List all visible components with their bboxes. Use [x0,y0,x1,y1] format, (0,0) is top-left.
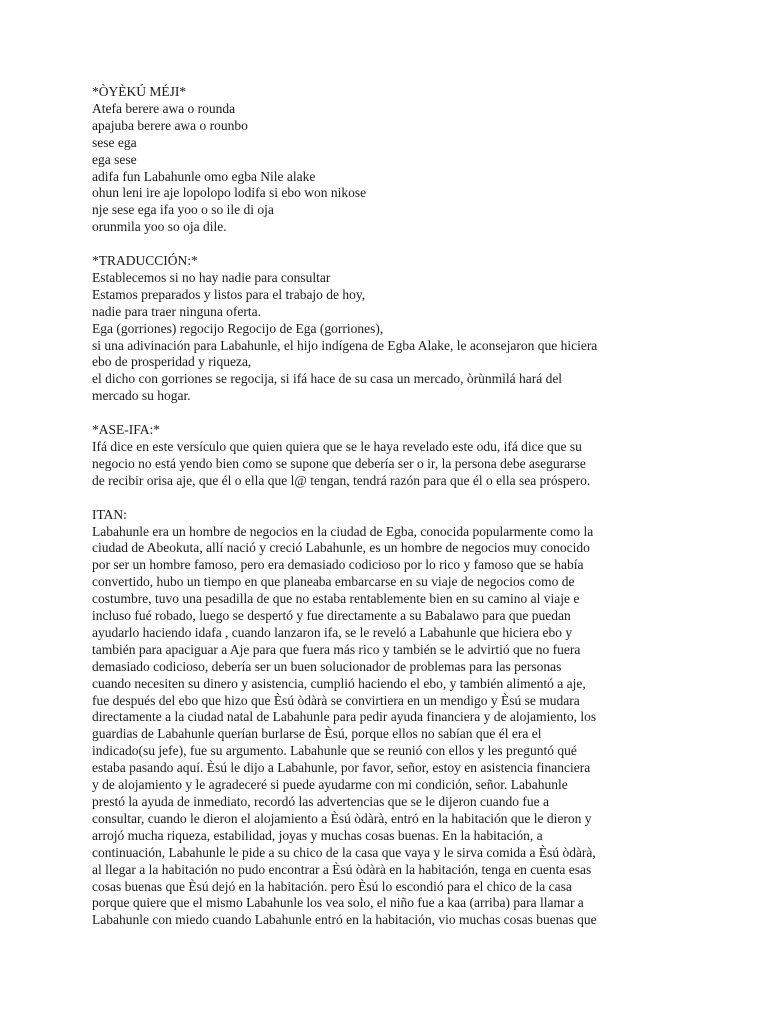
verse-line: orunmila yoo so oja dile. [92,219,227,235]
itan-line: estaba pasando aquí. Èsú le dijo a Labahunle, por favor, señor, estoy en asistencia financiera [92,760,591,776]
itan-title: ITAN: [92,506,127,522]
itan-line: costumbre, tuvo una pesadilla de que no estaba rentablemente bien en su camino al viaje e [92,591,580,607]
itan-line: ayudarlo haciendo idafa , cuando lanzaron ifa, se le reveló a Labahunle que hiciera ebo y [92,624,573,640]
itan-line: incluso fué robado, luego se despertó y fue directamente a su Babalawo para que puedan [92,608,571,624]
document-page [92,84,682,929]
itan-line: indicado(su jefe), fue su argumento. Labahunle que se reunió con ellos y les preguntó qué [92,743,577,759]
itan-line: demasiado codicioso, debería ser un buen solucionador de problemas para las personas [92,658,562,674]
ase-ifa-line: Ifá dice en este versículo que quien quiera que se le haya revelado este odu, ifá dice que su [92,439,582,454]
verse-line: adifa fun Labahunle omo egba Nile alake [92,168,316,184]
translation-line: Establecemos si no hay nadie para consultar [92,269,331,285]
itan-line: Labahunle era un hombre de negocios en la ciudad de Egba, conocida popularmente como la [92,523,594,539]
translation-title: *TRADUCCIÓN:* [92,253,198,269]
translation-line: ebo de prosperidad y riqueza, [92,354,252,370]
itan-line: arrojó mucha riqueza, estabilidad, joyas y muchas cosas buenas. En la habitación, a [92,827,543,843]
section-spacer [92,490,682,507]
itan-line: ciudad de Abeokuta, allí nació y creció Labahunle, es un hombre de negocios muy conocido [92,540,590,556]
ase-ifa-line: negocio no está yendo bien como se supone que debería ser o ir, la persona debe asegurarse [92,455,586,471]
itan-line: porque quiere que el mismo Labahunle los vea solo, el niño fue a kaa (arriba) para llamar a [92,895,584,911]
translation-line: Estamos preparados y listos para el trabajo de hoy, [92,286,366,302]
verse-line: apajuba berere awa o rounbo [92,117,248,133]
translation-line: nadie para traer ninguna oferta. [92,303,262,319]
itan-line: fue después del ebo que hizo que Èsú òdàrà se convirtiera en un mendigo y Èsú se mudara [92,692,580,708]
itan-line: al llegar a la habitación no pudo encontrar a Èsú òdàrà en la habitación, tenga en cuenta esas [92,861,592,877]
itan-line: guardias de Labahunle querían burlarse de Èsú, porque ellos no sabían que él era el [92,726,542,742]
itan-section [92,507,682,930]
verse-title: *ÒYÈKÚ MÉJI* [92,84,187,99]
translation-line: mercado su hogar. [92,388,191,404]
itan-line: y de alojamiento y le agradeceré si puede ayudarme con mi condición, señor. Labahunle [92,777,568,793]
verse-line: Atefa berere awa o rounda [92,100,236,116]
translation-line: si una adivinación para Labahunle, el hijo indígena de Egba Alake, le aconsejaron que hiciera [92,337,598,353]
itan-line: también para apaciguar a Aje para que fuera más rico y también se le advirtió que no fuera [92,641,581,657]
itan-line: cuando necesiten su dinero y asistencia, cumplió haciendo el ebo, y también alimentó a aje, [92,675,586,691]
section-spacer [92,236,682,253]
itan-line: prestó la ayuda de inmediato, recordó las advertencias que se le dijeron cuando fue a [92,794,549,810]
translation-line: el dicho con gorriones se regocija, si ifá hace de su casa un mercado, òrùnmìlá hará del [92,371,563,387]
itan-line: directamente a la ciudad natal de Labahunle para pedir ayuda financiera y de alojamiento, los [92,709,597,725]
itan-line: cosas buenas que Èsú dejó en la habitación. pero Èsú lo escondió para el chico de la casa [92,878,572,894]
verse-line: ega sese [92,151,137,167]
translation-line: Ega (gorriones) regocijo Regocijo de Ega (gorriones), [92,320,384,336]
translation-section [92,253,682,405]
ase-ifa-title: *ASE-IFA:* [92,422,161,438]
ase-ifa-section [92,422,682,490]
section-spacer [92,405,682,422]
itan-line: convertido, hubo un tiempo en que planeaba embarcarse en su viaje de negocios como de [92,574,575,590]
verse-line: ohun leni ire aje lopolopo lodifa si ebo won nikose [92,185,367,201]
verse-line: sese ega [92,134,137,150]
verse-section [92,84,682,236]
ase-ifa-line: de recibir orisa aje, que él o ella que l@ tengan, tendrá razón para que él o ella sea próspero. [92,472,591,488]
itan-line: por ser un hombre famoso, pero era demasiado codicioso por lo rico y famoso que se había [92,557,584,573]
verse-line: nje sese ega ifa yoo o so ile di oja [92,202,274,218]
itan-line: consultar, cuando le dieron el alojamiento a Èsú òdàrà, entró en la habitación que le dieron y [92,810,592,826]
itan-line: continuación, Labahunle le pide a su chico de la casa que vaya y le sirva comida a Èsú òdàrà, [92,844,596,860]
itan-line: Labahunle con miedo cuando Labahunle entró en la habitación, vio muchas cosas buenas que [92,912,597,928]
